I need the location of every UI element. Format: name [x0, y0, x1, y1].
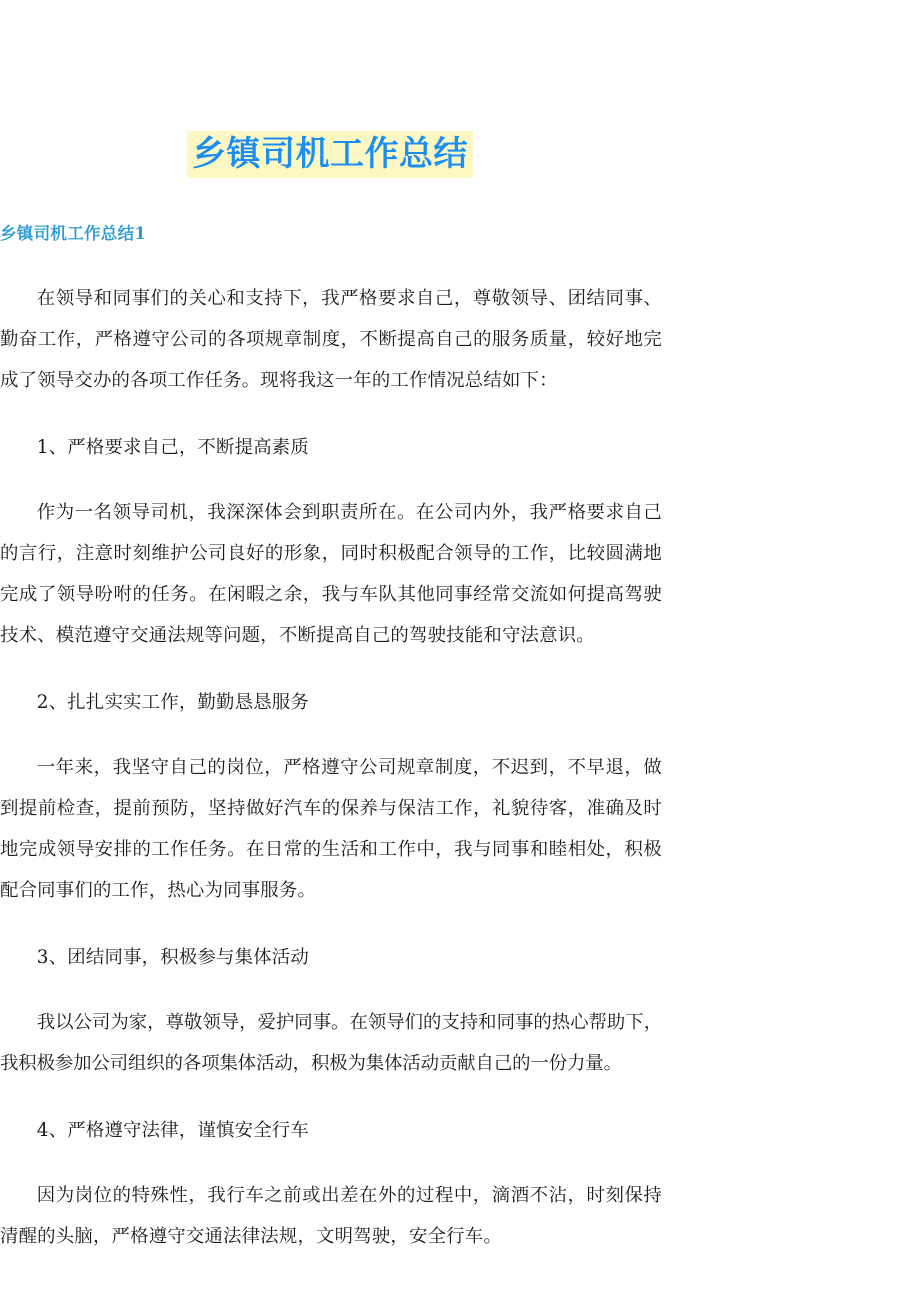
body-paragraph: 在领导和同事们的关心和支持下，我严格要求自己，尊敬领导、团结同事、勤奋工作，严格遵守公司的各项规章制度，不断提高自己的服务质量，较好地完成了领导交办的各项工作任务。现将我这一年的工作情况总结如下： [0, 288, 662, 391]
body-paragraph: 我以公司为家，尊敬领导，爱护同事。在领导们的支持和同事的热心帮助下，我积极参加公司组织的各项集体活动，积极为集体活动贡献自己的一份力量。 [0, 1012, 662, 1074]
body-paragraph: 作为一名领导司机，我深深体会到职责所在。在公司内外，我严格要求自己的言行，注意时刻维护公司良好的形象，同时积极配合领导的工作，比较圆满地完成了领导吩咐的任务。在闲暇之余，我与车队其他同事经常交流如何提高驾驶技术、模范遵守交通法规等问题，不断提高自己的驾驶技能和守法意识。 [0, 502, 662, 646]
section-heading: 2、扎扎实实工作，勤勤恳恳服务 [36, 692, 309, 713]
document-subtitle: 乡镇司机工作总结1 [0, 224, 147, 243]
body-paragraph: 因为岗位的特殊性，我行车之前或出差在外的过程中，滴酒不沾，时刻保持清醒的头脑，严格遵守交通法律法规，文明驾驶，安全行车。 [0, 1185, 662, 1247]
page-title [0, 132, 660, 177]
page-title-highlight: 乡镇司机工作总结 [187, 131, 473, 178]
section-heading: 3、团结同事，积极参与集体活动 [36, 947, 309, 968]
body-paragraph: 一年来，我坚守自己的岗位，严格遵守公司规章制度，不迟到，不早退，做到提前检查，提前预防，坚持做好汽车的保养与保洁工作，礼貌待客，准确及时地完成领导安排的工作任务。在日常的生活和工作中，我与同事和睦相处，积极配合同事们的工作，热心为同事服务。 [0, 757, 662, 901]
document-body [0, 278, 662, 1257]
section-heading: 4、严格遵守法律，谨慎安全行车 [36, 1120, 309, 1141]
section-heading: 1、严格要求自己，不断提高素质 [36, 437, 309, 458]
